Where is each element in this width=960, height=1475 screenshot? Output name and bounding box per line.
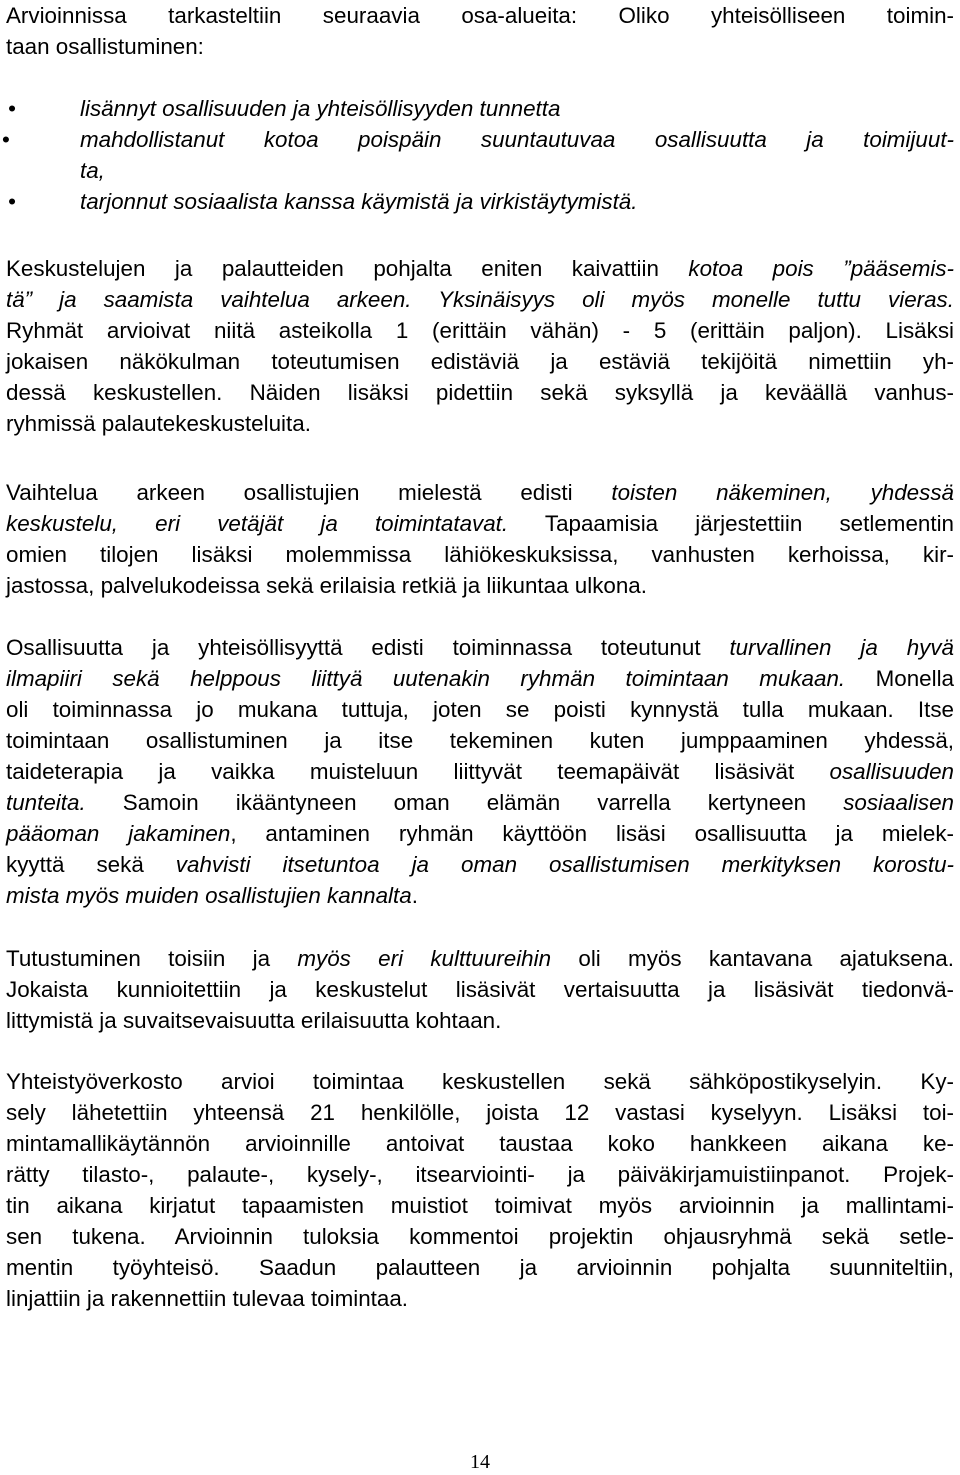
emphasis-span: myös eri kulttuureihin bbox=[297, 946, 552, 971]
emphasis-span: pääoman jakaminen bbox=[6, 821, 231, 846]
text-line bbox=[6, 880, 954, 911]
emphasis-span: keskustelu, eri vetäjät ja toimintatavat. bbox=[6, 511, 509, 536]
text-line: littymistä ja suvaitsevaisuutta erilaisuutta kohtaan. bbox=[6, 1008, 502, 1033]
list-item-text: tarjonnut sosiaalista kanssa käymistä ja virkistäytymistä. bbox=[80, 189, 638, 214]
list-item bbox=[2, 124, 954, 155]
text-line bbox=[6, 253, 954, 284]
text-span: Samoin ikääntyneen oman elämän varrella kertyneen bbox=[85, 790, 844, 815]
intro-paragraph bbox=[6, 0, 954, 62]
list-item-text: lisännyt osallisuuden ja yhteisöllisyyden tunnetta bbox=[80, 96, 561, 121]
text-line: mintamallikäytännön arvioinnille antoivat taustaa koko hankkeen aikana ke- bbox=[6, 1131, 954, 1156]
paragraph-5 bbox=[6, 943, 954, 1036]
emphasis-span: sosiaalisen bbox=[843, 790, 954, 815]
text-line bbox=[6, 663, 954, 694]
paragraph-6 bbox=[6, 1066, 954, 1314]
page-number: 14 bbox=[470, 1451, 490, 1473]
text-line: oli toiminnassa jo mukana tuttuja, joten se poisti kynnystä tulla mukaan. Itse bbox=[6, 697, 954, 722]
list-item-text: ta, bbox=[80, 158, 105, 183]
emphasis-span: vahvisti itsetuntoa ja oman osallistumisen merkityksen korostu- bbox=[175, 852, 954, 877]
text-span: oli myös kantavana ajatuksena. bbox=[551, 946, 954, 971]
text-line bbox=[6, 818, 954, 849]
bullet-icon: • bbox=[8, 189, 16, 214]
text-line bbox=[6, 508, 954, 539]
text-span: . bbox=[411, 883, 418, 908]
emphasis-span: tä” ja saamista vaihtelua arkeen. bbox=[6, 287, 412, 312]
text-span: , antaminen ryhmän käyttöön lisäsi osallisuutta ja mielek- bbox=[230, 821, 954, 846]
bullet-icon: • bbox=[8, 96, 16, 121]
text-line bbox=[6, 477, 954, 508]
text-line: tin aikana kirjatut tapaamisten muistiot toimivat myös arvioinnin ja mallintami- bbox=[6, 1193, 954, 1218]
bullet-list bbox=[2, 93, 954, 217]
emphasis-span: Yksinäisyys oli myös monelle tuttu vieras. bbox=[411, 287, 954, 312]
text-line: jastossa, palvelukodeissa sekä erilaisia retkiä ja liikuntaa ulkona. bbox=[6, 573, 647, 598]
text-line: sen tukena. Arvioinnin tuloksia kommentoi projektin ohjausryhmä sekä setle- bbox=[6, 1224, 954, 1249]
emphasis-span: osallisuuden bbox=[829, 759, 954, 784]
text-span: Monella bbox=[845, 666, 954, 691]
paragraph-3 bbox=[6, 477, 954, 601]
text-line bbox=[6, 787, 954, 818]
emphasis-span: turvallinen ja hyvä bbox=[729, 635, 954, 660]
text-span: taideterapia ja vaikka muisteluun liittyvät teemapäivät lisäsivät bbox=[6, 759, 830, 784]
text-line: taan osallistuminen: bbox=[6, 34, 204, 59]
text-line bbox=[6, 943, 954, 974]
text-line bbox=[6, 756, 954, 787]
emphasis-span: tunteita. bbox=[6, 790, 86, 815]
text-line: omien tilojen lisäksi molemmissa lähiökeskuksissa, vanhusten kerhoissa, kir- bbox=[6, 542, 954, 567]
paragraph-2 bbox=[6, 253, 954, 439]
text-span: kyyttä sekä bbox=[6, 852, 176, 877]
text-line bbox=[6, 632, 954, 663]
text-span: Osallisuutta ja yhteisöllisyyttä edisti toiminnassa toteutunut bbox=[6, 635, 730, 660]
text-line: Yhteistyöverkosto arvioi toimintaa keskustellen sekä sähköpostikyselyin. Ky- bbox=[6, 1069, 954, 1094]
text-line: Arvioinnissa tarkasteltiin seuraavia osa-alueita: Oliko yhteisölliseen toimin- bbox=[6, 3, 954, 28]
text-line: Ryhmät arvioivat niitä asteikolla 1 (erittäin vähän) - 5 (erittäin paljon). Lisäksi bbox=[6, 318, 954, 343]
emphasis-span: kotoa pois ”pääsemis- bbox=[688, 256, 954, 281]
paragraph-4 bbox=[6, 632, 954, 911]
text-span: Tapaamisia järjestettiin setlementin bbox=[508, 511, 954, 536]
list-item bbox=[8, 93, 954, 124]
list-item-text: mahdollistanut kotoa poispäin suuntautuvaa osallisuutta ja toimijuut- bbox=[80, 127, 954, 152]
text-line: dessä keskustellen. Näiden lisäksi pidettiin sekä syksyllä ja keväällä vanhus- bbox=[6, 380, 954, 405]
bullet-icon: • bbox=[2, 127, 10, 152]
text-line bbox=[6, 284, 954, 315]
text-line bbox=[6, 849, 954, 880]
emphasis-span: ilmapiiri sekä helppous liittyä uutenakin ryhmän toimintaan mukaan. bbox=[6, 666, 846, 691]
text-span: Tutustuminen toisiin ja bbox=[6, 946, 298, 971]
text-line: rätty tilasto-, palaute-, kysely-, itsearviointi- ja päiväkirjamuistiinpanot. Projek- bbox=[6, 1162, 954, 1187]
list-item-continuation bbox=[80, 155, 954, 186]
text-span: Keskustelujen ja palautteiden pohjalta eniten kaivattiin bbox=[6, 256, 689, 281]
text-line: Jokaista kunnioitettiin ja keskustelut lisäsivät vertaisuutta ja lisäsivät tiedonvä- bbox=[6, 977, 954, 1002]
emphasis-span: mista myös muiden osallistujien kannalta bbox=[6, 883, 412, 908]
text-line: linjattiin ja rakennettiin tulevaa toimintaa. bbox=[6, 1286, 409, 1311]
list-item bbox=[8, 186, 954, 217]
text-line: jokaisen näkökulman toteutumisen edistäviä ja estäviä tekijöitä nimettiin yh- bbox=[6, 349, 954, 374]
text-line: toimintaan osallistuminen ja itse tekeminen kuten jumppaaminen yhdessä, bbox=[6, 728, 954, 753]
text-line: ryhmissä palautekeskusteluita. bbox=[6, 411, 311, 436]
text-line: sely lähetettiin yhteensä 21 henkilölle, joista 12 vastasi kyselyyn. Lisäksi toi- bbox=[6, 1100, 954, 1125]
emphasis-span: toisten näkeminen, yhdessä bbox=[611, 480, 954, 505]
text-span: Vaihtelua arkeen osallistujien mielestä edisti bbox=[6, 480, 612, 505]
text-line: mentin työyhteisö. Saadun palautteen ja arvioinnin pohjalta suunniteltiin, bbox=[6, 1255, 954, 1280]
